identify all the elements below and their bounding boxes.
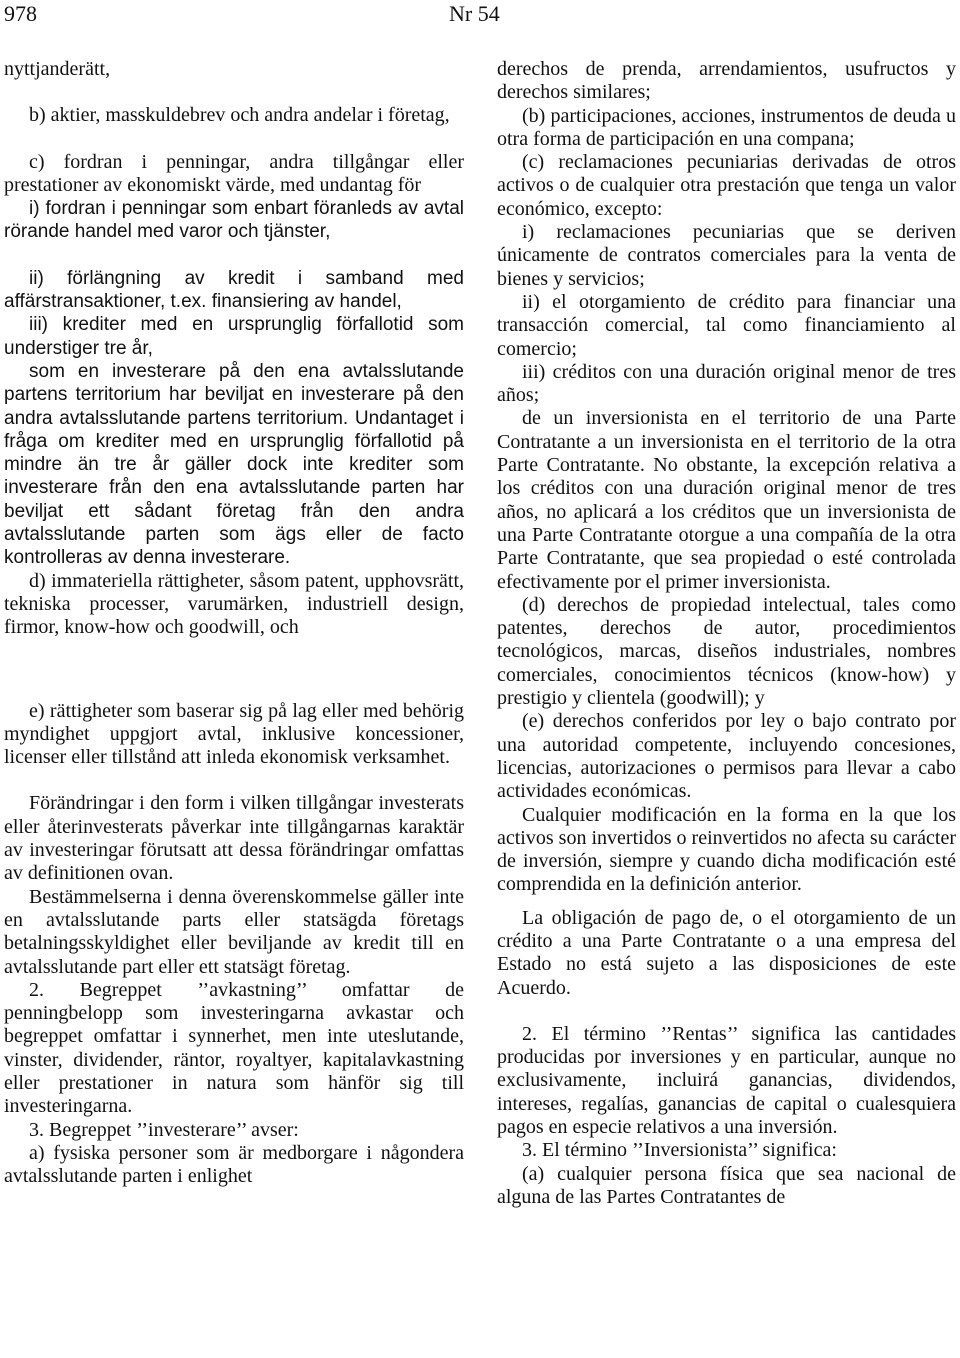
paragraph: d) immateriella rättigheter, såsom patent, upphovsrätt, tekniska processer, varumärken, industriell design, firmor, know-how och goodwill, och (4, 569, 464, 639)
paragraph: derechos de prenda, arrendamientos, usufructos y derechos similares; (497, 58, 956, 104)
paragraph: nyttjanderätt, (4, 58, 111, 80)
paragraph: b) aktier, masskuldebrev och andra andelar i företag, (29, 104, 450, 127)
page-number: 978 (4, 1, 37, 26)
swedish-column (4, 58, 464, 1188)
paragraph: e) rättigheter som baserar sig på lag eller med behörig myndighet uppgjort avtal, inklusive koncessioner, licenser eller tillstånd att inleda ekonomisk verksamhet. (4, 699, 464, 769)
paragraph: 3. El término ’’Inversionista’’ significa: (522, 1139, 837, 1162)
paragraph: 2. El término ’’Rentas’’ significa las cantidades producidas por inversiones y en particular, aunque no exclusivamente, incluirá ganancias, dividendos, intereses, regalías, ganancias de capital o cualesquiera pagos en especie relativos a una inversión. (497, 1022, 956, 1139)
paragraph: La obligación de pago de, o el otorgamiento de un crédito a una Parte Contratante o a una empresa del Estado no está sujeto a las disposiciones de este Acuerdo. (497, 906, 956, 999)
paragraph: (e) derechos conferidos por ley o bajo contrato por una autoridad competente, incluyendo concesiones, licencias, autorizaciones o permisos para llevar a cabo actividades económicas. (497, 710, 956, 803)
paragraph: Förändringar i den form i vilken tillgångar investerats eller återinvesterats påverkar inte tillgångarnas karaktär av investeringar förutsatt att dessa förändringar omfattas av definitionen ovan. (4, 792, 464, 885)
paragraph: iii) krediter med en ursprunglig förfallotid som understiger tre år, (4, 314, 464, 359)
paragraph: (c) reclamaciones pecuniarias derivadas de otros activos o de cualquier otra prestación que tenga un valor económico, excepto: (497, 151, 956, 220)
paragraph: ii) förlängning av kredit i samband med affärstransaktioner, t.ex. finansiering av handel, (4, 267, 464, 313)
paragraph: iii) créditos con una duración original menor de tres años; (497, 360, 956, 407)
paragraph: 3. Begreppet ’’investerare’’ avser: (29, 1118, 299, 1141)
issue-number: Nr 54 (449, 1, 500, 26)
paragraph: som en investerare på den ena avtalsslutande partens territorium har beviljat en investerare på den andra avtalsslutande partens territorium. Undantaget i fråga om krediter med en ursprunglig förfallotid på mindre än tre år gäller dock inte krediter som investerare från den ena avtalsslutande parten har beviljat ett sådant företag från den andra avtalsslutande parten som ägs eller de facto kontrolleras av denna investerare. (4, 360, 464, 569)
paragraph: c) fordran i penningar, andra tillgångar eller prestationer av ekonomiskt värde, med undantag för (4, 150, 464, 196)
paragraph: 2. Begreppet ’’avkastning’’ omfattar de penningbelopp som investeringarna avkastar och begreppet omfattar i synnerhet, men inte uteslutande, vinster, dividender, räntor, royaltyer, kapitalavkastning eller prestationer in natura som hänför sig till investeringarna. (4, 978, 464, 1118)
spanish-column (497, 58, 956, 1209)
paragraph: Bestämmelserna i denna överenskommelse gäller inte en avtalsslutande parts eller statsägda företags betalningsskyldighet eller beviljande av kredit till en avtalsslutande part eller ett statsägt företag. (4, 885, 464, 978)
paragraph: de un inversionista en el territorio de una Parte Contratante a un inversionista en el territorio de la otra Parte Contratante. No obstante, la excepción relativa a los créditos con una duración original menor de tres años, no aplicará a los créditos que un inversionista de una Parte Contratante otorgue a una compañía de la otra Parte Contratante, que sea propiedad o esté controlada efectivamente por el primer inversionista. (497, 407, 956, 593)
paragraph: i) reclamaciones pecuniarias que se deriven únicamente de contratos comerciales para la venta de bienes y servicios; (497, 221, 956, 290)
paragraph: ii) el otorgamiento de crédito para financiar una transacción comercial, tal como financiamiento al comercio; (497, 290, 956, 360)
page-header (0, 0, 960, 30)
paragraph: Cualquier modificación en la forma en la que los activos son invertidos o reinvertidos no afecta su carácter de inversión, siempre y cuando dicha modificación esté comprendida en la definición anterior. (497, 803, 956, 896)
paragraph: (d) derechos de propiedad intelectual, tales como patentes, derechos de autor, procedimientos tecnológicos, marcas, diseños industriales, nombres comerciales, conocimientos técnicos (know-how) y prestigio y clientela (goodwill); y (497, 593, 956, 710)
paragraph: a) fysiska personer som är medborgare i någondera avtalsslutande parten i enlighet (4, 1141, 464, 1188)
paragraph: (b) participaciones, acciones, instrumentos de deuda u otra forma de participación en una compana; (497, 104, 956, 150)
paragraph: i) fordran i penningar som enbart föranleds av avtal rörande handel med varor och tjänster, (4, 198, 464, 243)
paragraph: (a) cualquier persona física que sea nacional de alguna de las Partes Contratantes de (497, 1162, 956, 1208)
